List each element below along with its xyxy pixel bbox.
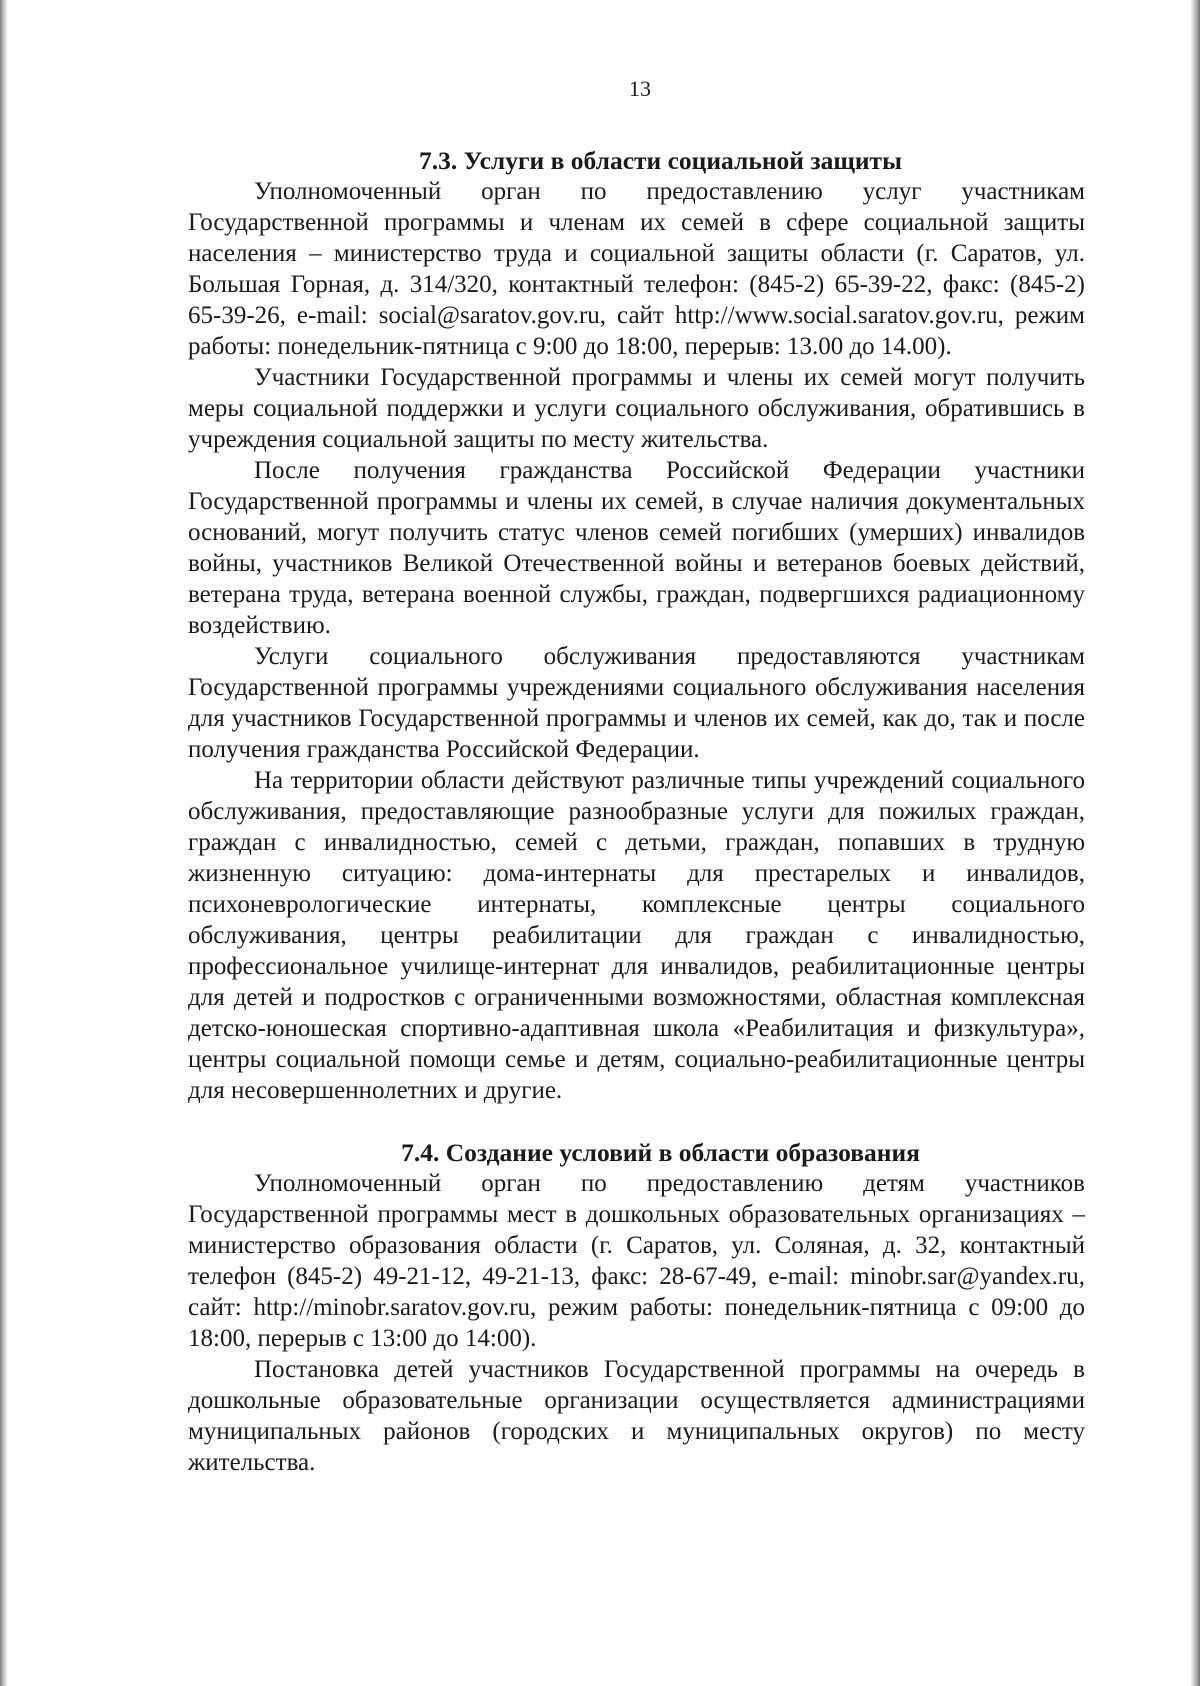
paragraph: Участники Государственной программы и члены их семей могут получить меры социальной поддержки и услуги социального обслуживания, обратившись в учреждения социальной защиты по месту жительства. — [188, 364, 1085, 453]
paragraph: Услуги социального обслуживания предоставляются участникам Государственной программы учреждениями социального обслуживания населения для участников Государственной программы и членов их семей, как до, так и после получения гражданства Российской Федерации. — [188, 643, 1085, 763]
paragraph: После получения гражданства Российской Федерации участники Государственной программы и члены их семей, в случае наличия документальных оснований, могут получить статус членов семей погибших (умерших) инвалидов войны, участников Великой Отечественной войны и ветеранов боевых действий, ветерана труда, ветерана военной службы, граждан, подвергшихся радиационному воздействию. — [188, 457, 1085, 639]
section-title-social-protection: 7.3. Услуги в области социальной защиты — [419, 146, 902, 175]
scan-edge-right — [1190, 0, 1200, 1686]
section-title-education: 7.4. Создание условий в области образования — [401, 1138, 920, 1167]
scan-edge-left — [0, 0, 8, 1686]
paragraph: Постановка детей участников Государственной программы на очередь в дошкольные образовательные организации осуществляется администрациями муниципальных районов (городских и муниципальных округов) по месту жительства. — [188, 1356, 1085, 1476]
paragraph: Уполномоченный орган по предоставлению детям участников Государственной программы мест в дошкольных образовательных организациях – министерство образования области (г. Саратов, ул. Соляная, д. 32, контактный телефон (845-2) 49-21-12, 49-21-13, факс: 28-67-49, e-mail: minobr.sar@yandex.ru, сайт: http://minobr.saratov.gov.ru, режим работы: понедельник-пятница с 09:00 до 18:00, перерыв с 13:00 до 14:00). — [188, 1170, 1085, 1352]
paragraph: Уполномоченный орган по предоставлению услуг участникам Государственной программы и членам их семей в сфере социальной защиты населения – министерство труда и социальной защиты области (г. Саратов, ул. Большая Горная, д. 314/320, контактный телефон: (845-2) 65-39-22, факс: (845-2) 65-39-26, e-mail: social@saratov.gov.ru, сайт http://www.social.saratov.gov.ru, режим работы: понедельник-пятница с 9:00 до 18:00, перерыв: 13.00 до 14.00). — [188, 178, 1085, 360]
page-number: 13 — [629, 76, 651, 101]
paragraph: На территории области действуют различные типы учреждений социального обслуживания, предоставляющие разнообразные услуги для пожилых граждан, граждан с инвалидностью, семей с детьми, граждан, попавших в трудную жизненную ситуацию: дома-интернаты для престарелых и инвалидов, психоневрологические интернаты, комплексные центры социального обслуживания, центры реабилитации для граждан с инвалидностью, профессиональное училище-интернат для инвалидов, реабилитационные центры для детей и подростков с ограниченными возможностями, областная комплексная детско-юношеская спортивно-адаптивная школа «Реабилитация и физкультура», центры социальной помощи семье и детям, социально-реабилитационные центры для несовершеннолетних и другие. — [188, 767, 1085, 1104]
document-body — [188, 145, 1085, 1478]
